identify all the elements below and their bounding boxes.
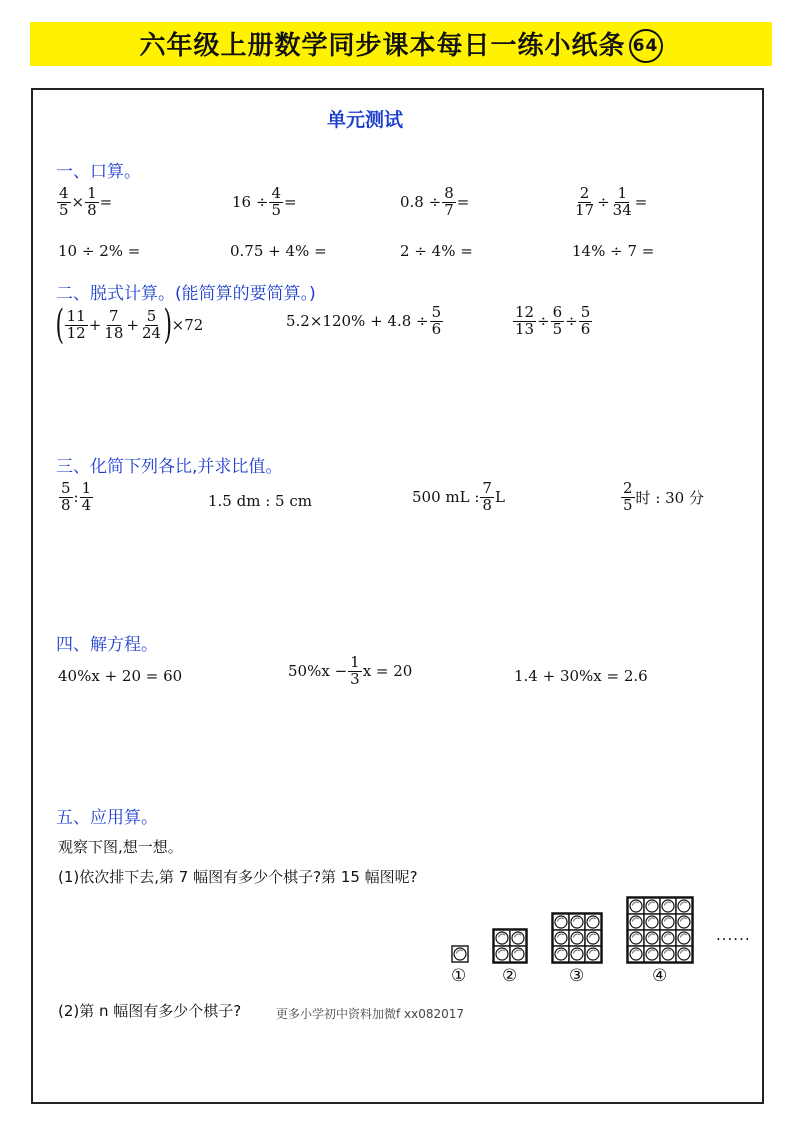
question-1: (1)依次排下去,第 7 幅图有多少个棋子?第 15 幅图呢?	[58, 868, 418, 886]
oral-problem-5: 10 ÷ 2% =	[58, 242, 141, 260]
figure-label-1: ①	[451, 966, 467, 986]
chess-pattern-figures	[440, 890, 760, 990]
equation-1: 40%x + 20 = 60	[58, 667, 183, 685]
title-banner	[30, 22, 772, 66]
oral-problem-2: 16 ÷ $\frac{4}{5}$ =	[232, 184, 297, 219]
calc-problem-1: ( $\frac{11}{12}$ + $\frac{7}{18}$ + $\frac{5}{24}$ ) ×72	[55, 302, 204, 348]
figure-3	[552, 913, 602, 963]
oral-problem-1: $\frac{4}{5}$ × $\frac{1}{8}$ =	[59, 184, 113, 219]
section-3-title: 三、化简下列各比,并求比值。	[56, 457, 283, 477]
figure-2	[493, 929, 527, 963]
equation-2: 50%x − $\frac{1}{3}$ x = 20	[288, 653, 413, 688]
section-5-title: 五、应用算。	[56, 808, 158, 828]
section-1-title: 一、口算。	[56, 162, 141, 182]
problem-intro: 观察下图,想一想。	[58, 838, 183, 856]
calc-problem-2: 5.2×120% + 4.8 ÷ $\frac{5}{6}$	[286, 303, 442, 338]
question-2: (2)第 n 幅图有多少个棋子?	[58, 1002, 242, 1020]
oral-problem-4: $\frac{2}{17}$ ÷ $\frac{1}{34}$ =	[575, 184, 648, 219]
ratio-problem-4: $\frac{2}{5}$ 时 : 30 分	[623, 479, 704, 514]
figure-1	[452, 946, 468, 962]
watermark-text: 更多小学初中资料加微f xx082017	[276, 1007, 465, 1021]
oral-problem-3: 0.8 ÷ $\frac{8}{7}$ =	[400, 184, 470, 219]
figure-label-3: ③	[569, 966, 585, 986]
section-2-title: 二、脱式计算。(能简算的要简算。)	[56, 284, 316, 304]
calc-problem-3: $\frac{12}{13}$ ÷ $\frac{6}{5}$ ÷ $\frac{5}{6}$	[515, 303, 591, 338]
oral-problem-8: 14% ÷ 7 =	[572, 242, 655, 260]
ratio-problem-1: $\frac{5}{8}$ : $\frac{1}{4}$	[61, 479, 92, 514]
figure-4	[627, 897, 693, 963]
oral-problem-6: 0.75 + 4% =	[230, 242, 327, 260]
banner-title: 六年级上册数学同步课本每日一练小纸条 64	[139, 25, 662, 64]
oral-problem-7: 2 ÷ 4% =	[400, 242, 473, 260]
ratio-problem-2: 1.5 dm : 5 cm	[208, 492, 312, 510]
figure-label-4: ④	[652, 966, 668, 986]
section-4-title: 四、解方程。	[56, 635, 158, 655]
figure-label-2: ②	[502, 966, 518, 986]
ratio-problem-3: 500 mL : $\frac{7}{8}$ L	[412, 479, 505, 514]
continuation-dots: ......	[716, 926, 751, 944]
banner-number-badge: 64	[629, 29, 663, 63]
subtitle: 单元测试	[327, 109, 404, 131]
equation-3: 1.4 + 30%x = 2.6	[514, 667, 648, 685]
